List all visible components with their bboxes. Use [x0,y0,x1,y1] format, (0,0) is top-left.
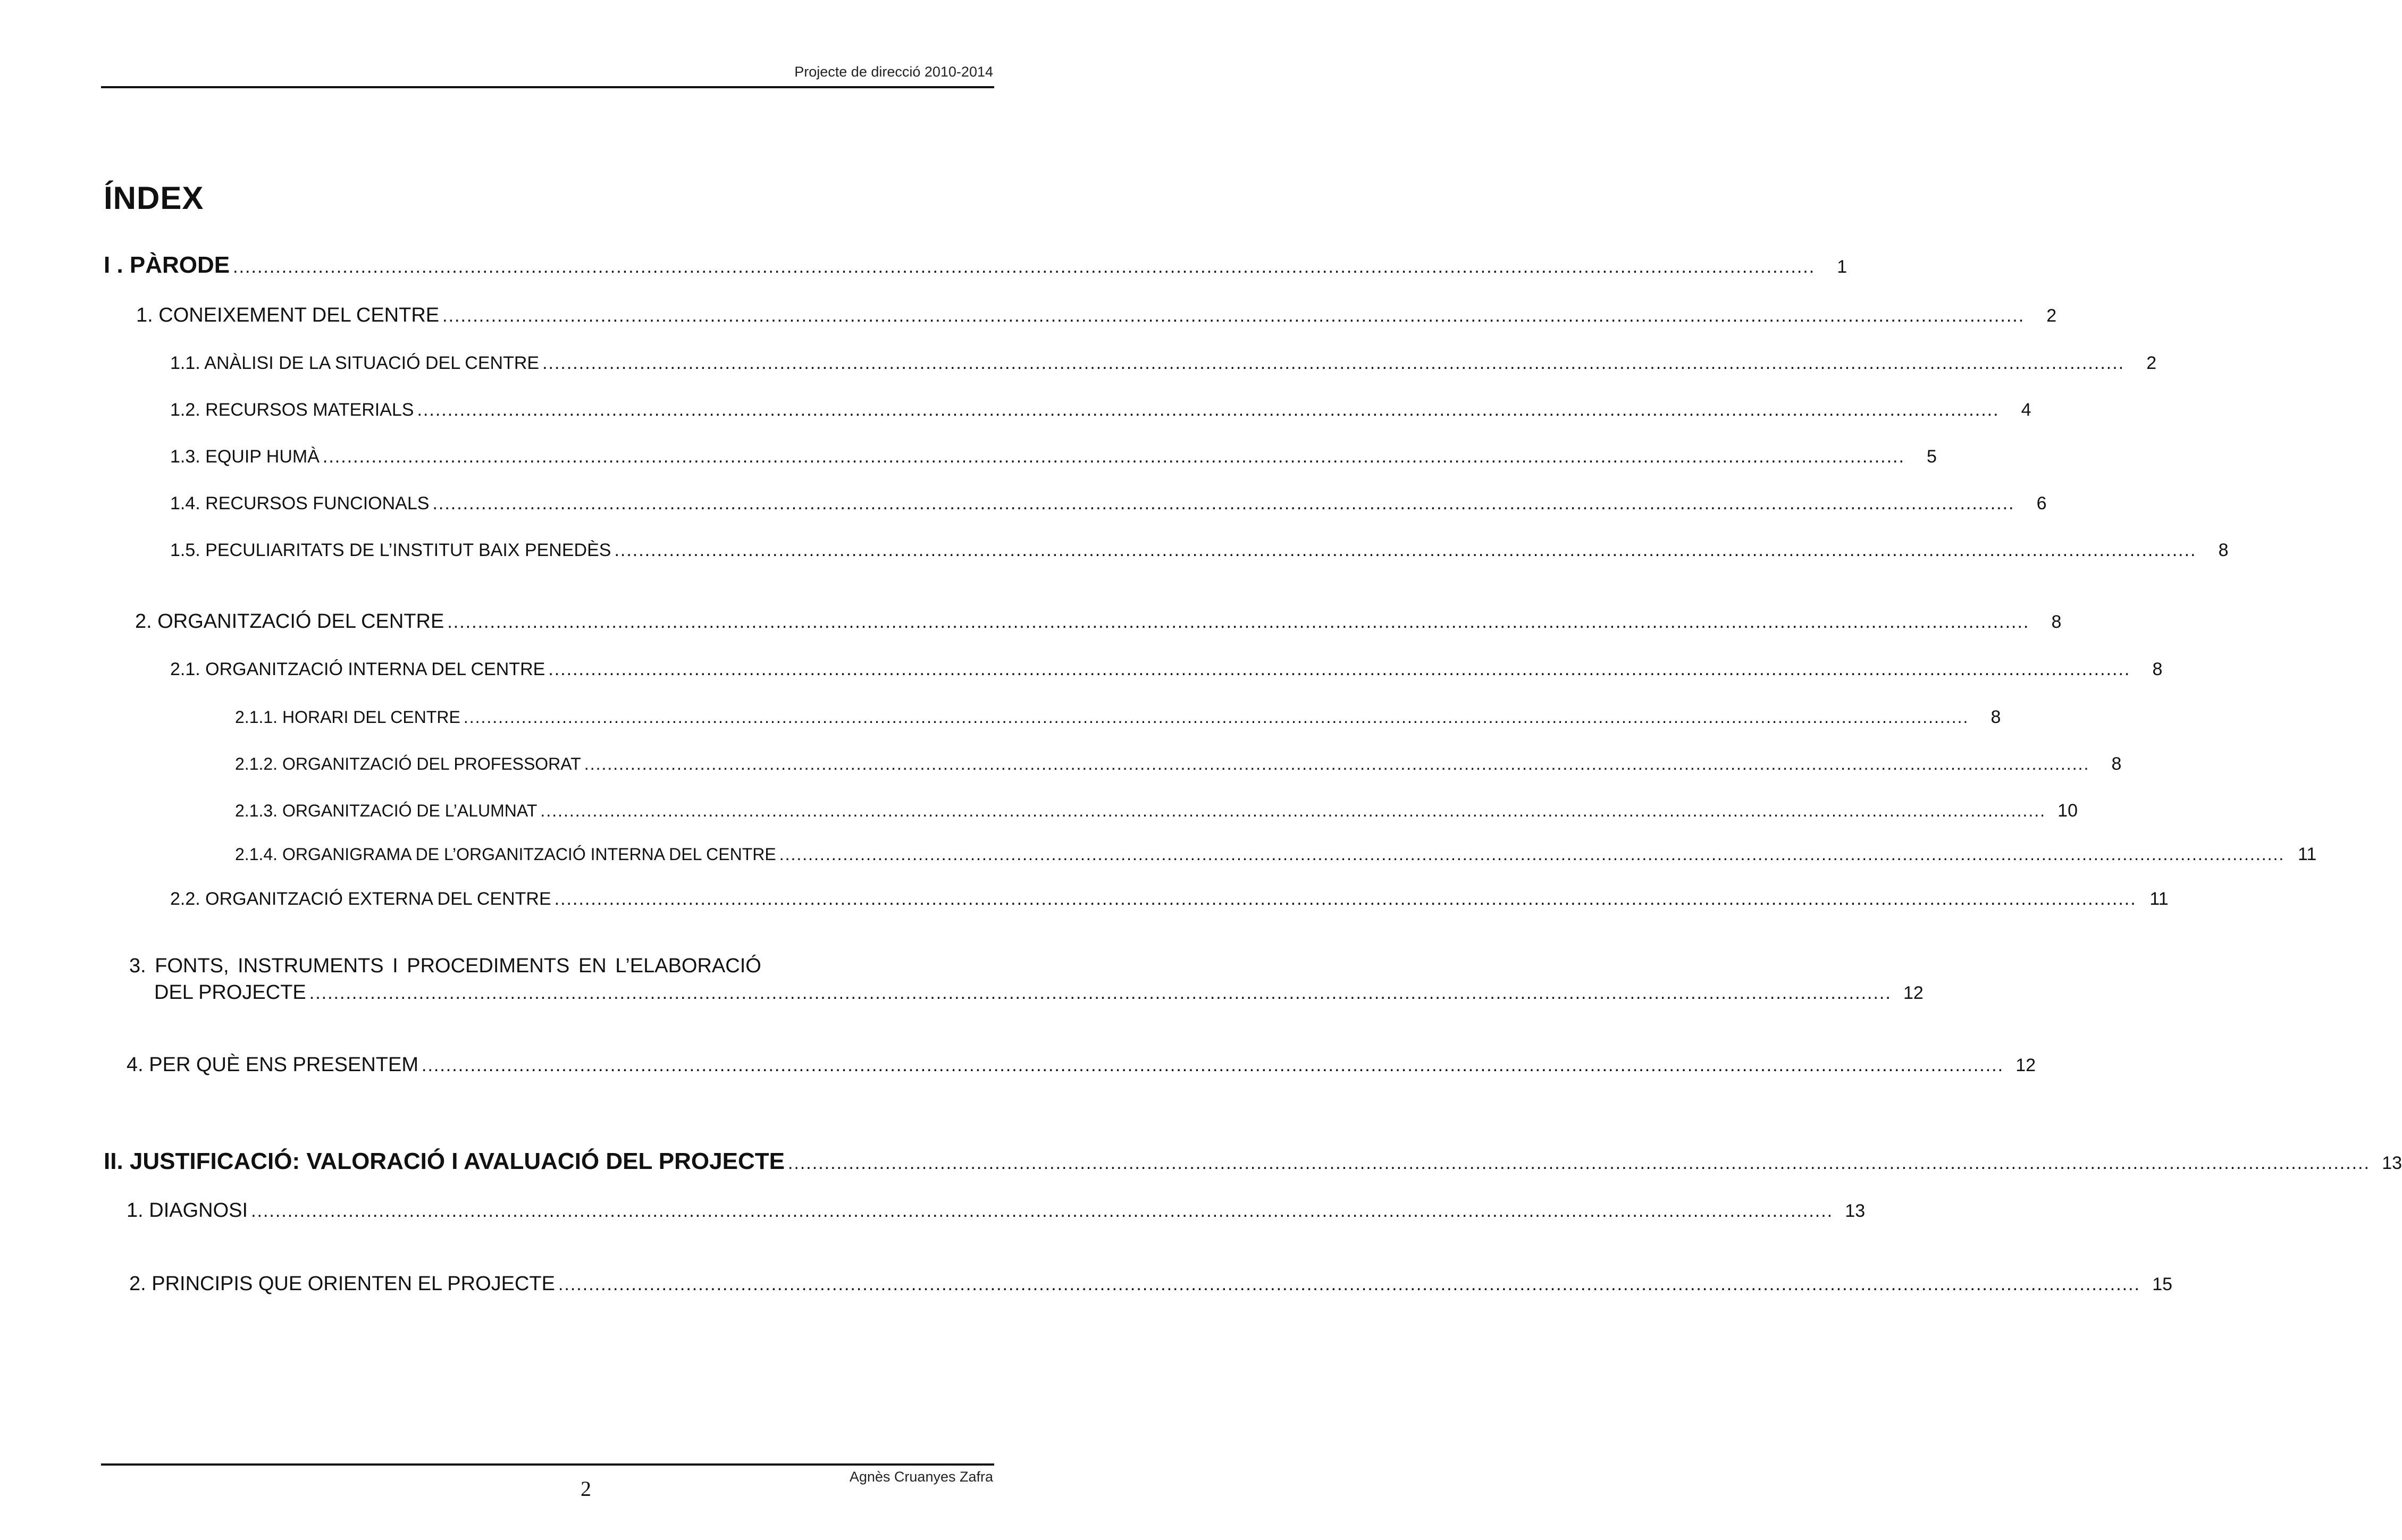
toc-page: 8 [2152,659,2163,679]
toc-page: 12 [1903,983,1924,1003]
header-rule [101,86,994,88]
toc-page: 11 [2149,889,2169,909]
toc-entry-ii-1[interactable] [127,1199,1866,1222]
toc-entry-1-5[interactable] [170,540,2229,561]
toc-entry-part-2[interactable] [104,1148,2402,1175]
toc-page: 4 [2021,400,2031,420]
toc-leader: .................................................................................................................................................................................................................................................................... [787,1153,2371,1173]
toc-leader: .................................................................................................................................................................................................................................................................... [251,1201,1834,1221]
toc-leader: .................................................................................................................................................................................................................................................................... [548,659,2131,679]
toc-leader: .................................................................................................................................................................................................................................................................... [447,612,2030,632]
toc-label: 1. DIAGNOSI [127,1199,248,1222]
toc-leader: .................................................................................................................................................................................................................................................................... [432,493,2015,514]
toc-page: 8 [2218,540,2229,560]
toc-label: 2.1.1. HORARI DEL CENTRE [235,708,460,727]
toc-label: 2.2. ORGANITZACIÓ EXTERNA DEL CENTRE [170,889,551,909]
toc-leader: .................................................................................................................................................................................................................................................................... [442,306,2025,326]
toc-entry-3[interactable] [154,981,1924,1004]
toc-page: 12 [2015,1055,2036,1075]
toc-entry-4[interactable] [127,1054,2036,1076]
toc-leader: .................................................................................................................................................................................................................................................................... [584,754,2090,773]
toc-page: 5 [1927,447,1937,467]
toc-label: DEL PROJECTE [154,981,306,1004]
toc-leader: .................................................................................................................................................................................................................................................................... [558,1274,2141,1294]
toc-page: 1 [1837,257,1847,277]
toc-leader: .................................................................................................................................................................................................................................................................... [417,400,2000,420]
toc-entry-2-1-3[interactable] [235,801,2078,821]
toc-label: 1.1. ANÀLISI DE LA SITUACIÓ DEL CENTRE [170,353,540,373]
toc-page: 2 [2046,306,2057,326]
toc-page: 8 [2051,612,2062,632]
toc-entry-3-first-line: 3. FONTS, INSTRUMENTS I PROCEDIMENTS EN L’ELABORACIÓ [129,955,761,977]
toc-leader: .................................................................................................................................................................................................................................................................... [554,889,2137,909]
toc-entry-1-2[interactable] [170,400,2031,420]
toc-page: 6 [2036,493,2047,514]
toc-page: 13 [1845,1201,1866,1221]
toc-entry-part-1[interactable] [104,252,1847,279]
toc-page: 10 [2057,801,2078,821]
toc-leader: .................................................................................................................................................................................................................................................................... [542,353,2125,373]
toc-entry-1-3[interactable] [170,447,1937,467]
toc-page: 11 [2297,844,2317,864]
toc-label: 1.3. EQUIP HUMÀ [170,447,320,467]
toc-entry-2-1[interactable] [170,659,2163,680]
toc-label: 2.1.4. ORGANIGRAMA DE L’ORGANITZACIÓ INTERNA DEL CENTRE [235,845,776,864]
toc-label: I . PÀRODE [104,252,230,278]
toc-page: 2 [2146,353,2157,373]
toc-label: II. JUSTIFICACIÓ: VALORACIÓ I AVALUACIÓ DEL PROJECTE [104,1148,785,1174]
toc-entry-2[interactable] [135,610,2062,633]
toc-label: 2. ORGANITZACIÓ DEL CENTRE [135,610,444,633]
footer-author: Agnès Cruanyes Zafra [849,1469,993,1485]
toc-label: 2.1.2. ORGANITZACIÓ DEL PROFESSORAT [235,754,581,773]
toc-page: 13 [2382,1153,2402,1173]
running-header: Projecte de direcció 2010-2014 [794,64,993,80]
toc-leader: .................................................................................................................................................................................................................................................................... [614,540,2197,560]
toc-label: 2.1. ORGANITZACIÓ INTERNA DEL CENTRE [170,659,545,679]
toc-page: 8 [2111,754,2122,774]
page-number: 2 [581,1477,591,1501]
toc-entry-ii-2[interactable] [129,1273,2173,1295]
toc-leader: .................................................................................................................................................................................................................................................................... [540,801,2046,820]
index-title: ÍNDEX [104,180,204,216]
toc-label: 1. CONEIXEMENT DEL CENTRE [136,304,440,326]
toc-label: 2.1.3. ORGANITZACIÓ DE L’ALUMNAT [235,801,537,820]
toc-label: 1.4. RECURSOS FUNCIONALS [170,493,430,514]
toc-label: 4. PER QUÈ ENS PRESENTEM [127,1054,419,1076]
toc-entry-2-1-4[interactable] [235,844,2317,865]
toc-leader: .................................................................................................................................................................................................................................................................... [422,1055,2004,1075]
toc-label: 1.2. RECURSOS MATERIALS [170,400,414,420]
toc-leader: .................................................................................................................................................................................................................................................................... [233,257,1816,277]
toc-label: 1.5. PECULIARITATS DE L’INSTITUT BAIX PENEDÈS [170,540,611,560]
toc-leader: .................................................................................................................................................................................................................................................................... [309,983,1892,1003]
toc-leader: .................................................................................................................................................................................................................................................................... [322,447,1905,467]
toc-entry-2-1-1[interactable] [235,707,2001,728]
toc-entry-1-4[interactable] [170,493,2047,514]
toc-entry-1-1[interactable] [170,353,2157,374]
toc-label: 2. PRINCIPIS QUE ORIENTEN EL PROJECTE [129,1273,555,1295]
footer-rule [101,1463,994,1466]
toc-entry-2-1-2[interactable] [235,754,2122,775]
toc-leader: .................................................................................................................................................................................................................................................................... [463,708,1969,727]
toc-leader: .................................................................................................................................................................................................................................................................... [779,845,2285,864]
toc-entry-1[interactable] [136,304,2057,327]
toc-page: 15 [2152,1274,2173,1294]
toc-page: 8 [1991,707,2001,727]
toc-entry-2-2[interactable] [170,889,2169,910]
